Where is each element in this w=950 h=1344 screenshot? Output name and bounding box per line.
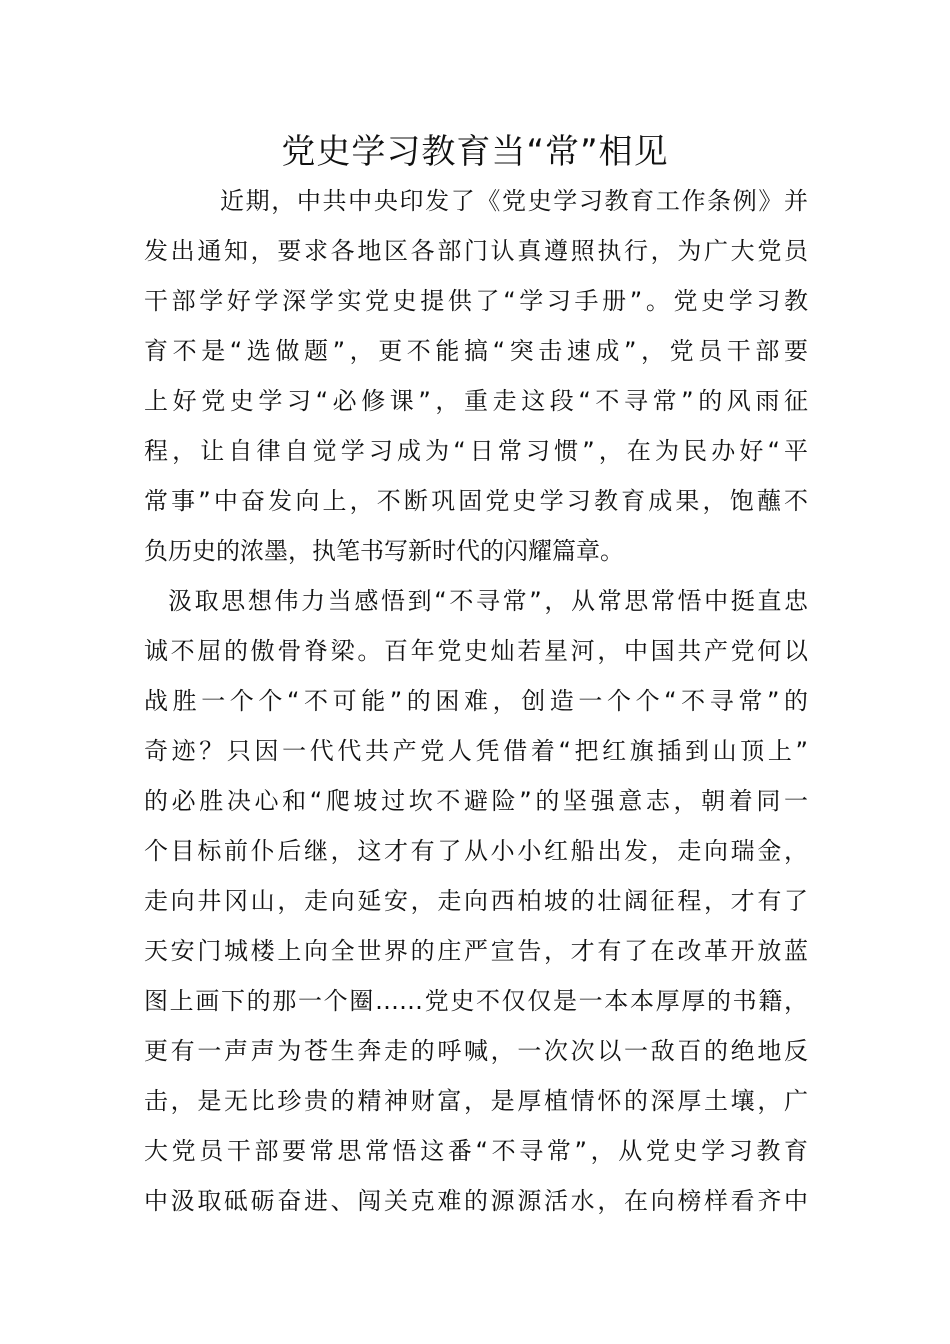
text-line: 常事”中奋发向上，不断巩固党史学习教育成果，饱蘸不 bbox=[144, 487, 808, 515]
paragraph-2 bbox=[144, 576, 808, 1226]
text-line: 育不是“选做题”，更不能搞“突击速成”，党员干部要 bbox=[144, 337, 808, 365]
text-line: 诚不屈的傲骨脊梁。百年党史灿若星河，中国共产党何以 bbox=[144, 637, 808, 665]
text-line: 走向井冈山，走向延安，走向西柏坡的壮阔征程，才有了 bbox=[144, 887, 808, 915]
text-line: 近期，中共中央印发了《党史学习教育工作条例》并 bbox=[220, 187, 808, 215]
text-line: 发出通知，要求各地区各部门认真遵照执行，为广大党员 bbox=[144, 237, 808, 265]
text-line: 大党员干部要常思常悟这番“不寻常”，从党史学习教育 bbox=[144, 1137, 808, 1165]
text-line: 程，让自律自觉学习成为“日常习惯”，在为民办好“平 bbox=[144, 437, 808, 465]
paragraph-1 bbox=[144, 176, 808, 576]
document-title: 党史学习教育当“常”相见 bbox=[281, 132, 669, 172]
text-line: 上好党史学习“必修课”，重走这段“不寻常”的风雨征 bbox=[144, 387, 808, 415]
text-line: 中汲取砥砺奋进、闯关克难的源源活水，在向榜样看齐中 bbox=[144, 1187, 808, 1215]
text-line: 奇迹？只因一代代共产党人凭借着“把红旗插到山顶上” bbox=[144, 737, 808, 765]
text-line: 图上画下的那一个圈……党史不仅仅是一本本厚厚的书籍， bbox=[144, 987, 808, 1015]
text-line: 个目标前仆后继，这才有了从小小红船出发，走向瑞金， bbox=[144, 837, 808, 865]
text-line: 天安门城楼上向全世界的庄严宣告，才有了在改革开放蓝 bbox=[144, 937, 808, 965]
text-line: 的必胜决心和“爬坡过坎不避险”的坚强意志，朝着同一 bbox=[144, 787, 808, 815]
text-line: 更有一声声为苍生奔走的呼喊，一次次以一敌百的绝地反 bbox=[144, 1037, 808, 1065]
text-line: 战胜一个个“不可能”的困难，创造一个个“不寻常”的 bbox=[144, 687, 808, 715]
text-line: 干部学好学深学实党史提供了“学习手册”。党史学习教 bbox=[144, 287, 808, 315]
text-line: 负历史的浓墨，执笔书写新时代的闪耀篇章。 bbox=[144, 537, 624, 565]
text-line: 击，是无比珍贵的精神财富，是厚植情怀的深厚土壤，广 bbox=[144, 1087, 808, 1115]
text-line: 汲取思想伟力当感悟到“不寻常”，从常思常悟中挺直忠 bbox=[168, 587, 808, 615]
